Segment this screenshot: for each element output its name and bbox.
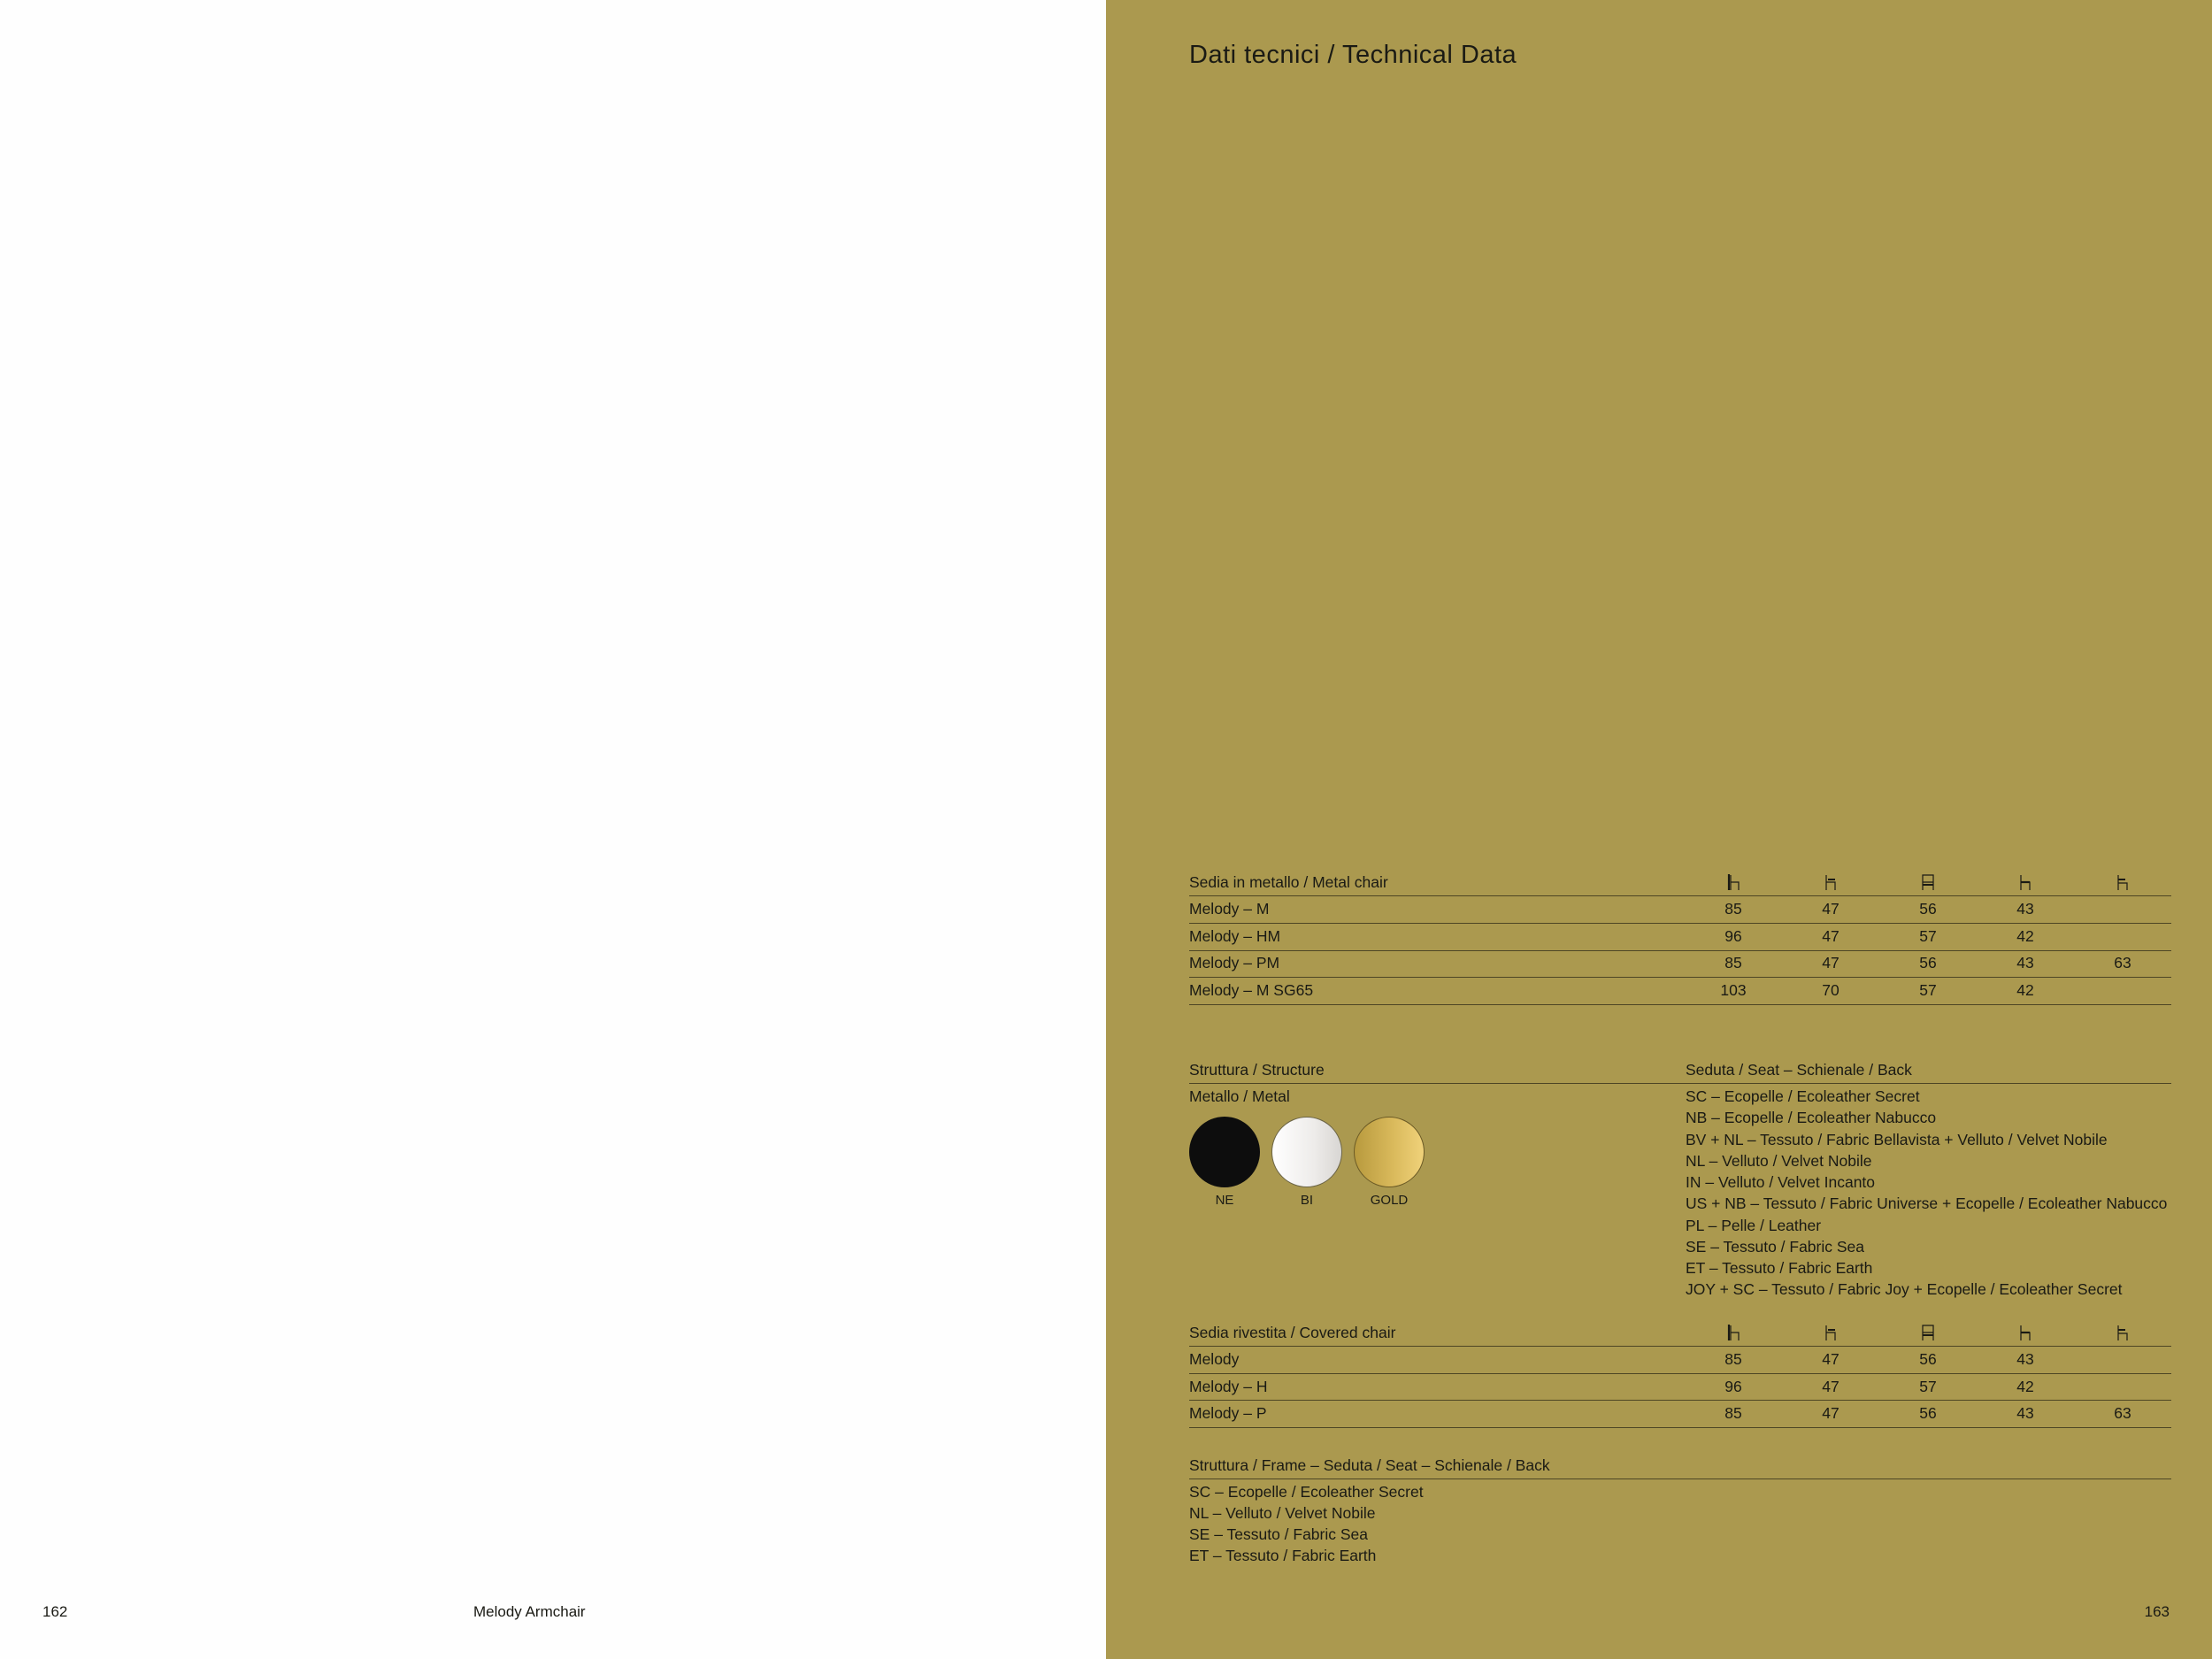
cell-value: 57 (1919, 1378, 1937, 1395)
height-icon (1724, 1323, 1743, 1342)
cell-value: 47 (1822, 927, 1839, 945)
row-name: Melody – H (1189, 1378, 1268, 1395)
covered-chair-header: Sedia rivestita / Covered chair (1189, 1324, 1396, 1341)
list-item: US + NB – Tessuto / Fabric Universe + Ecopelle / Ecoleather Nabucco (1686, 1194, 2168, 1212)
cell-value: 47 (1822, 900, 1839, 918)
list-item: BV + NL – Tessuto / Fabric Bellavista + Velluto / Velvet Nobile (1686, 1131, 2108, 1148)
finish-label: GOLD (1370, 1193, 1409, 1208)
cell-value: 47 (1822, 1404, 1839, 1422)
cell-value: 47 (1822, 1350, 1839, 1368)
cell-value: 96 (1724, 927, 1742, 945)
list-item: NL – Velluto / Velvet Nobile (1686, 1152, 1872, 1170)
cell-value: 42 (2016, 981, 2034, 999)
cell-value: 85 (1724, 954, 1742, 972)
cell-value: 96 (1724, 1378, 1742, 1395)
metal-chair-header: Sedia in metallo / Metal chair (1189, 873, 1388, 891)
cell-value: 47 (1822, 954, 1839, 972)
cell-value: 103 (1720, 981, 1747, 999)
frame-seat-back-header: Struttura / Frame – Seduta / Seat – Schienale / Back (1189, 1456, 1550, 1474)
cell-value: 43 (2016, 1404, 2034, 1422)
cell-value: 57 (1919, 981, 1937, 999)
cell-value: 56 (1919, 1404, 1937, 1422)
page-title: Dati tecnici / Technical Data (1189, 41, 1517, 69)
cell-value: 42 (2016, 1378, 2034, 1395)
divider (1189, 1373, 2171, 1374)
divider (1189, 1004, 2171, 1005)
structure-material: Metallo / Metal (1189, 1087, 1290, 1105)
list-item: JOY + SC – Tessuto / Fabric Joy + Ecopelle / Ecoleather Secret (1686, 1280, 2123, 1298)
page-number-left: 162 (42, 1603, 68, 1620)
cell-value: 85 (1724, 900, 1742, 918)
list-item: IN – Velluto / Velvet Incanto (1686, 1173, 1876, 1191)
divider (1189, 1346, 2171, 1347)
cell-value: 56 (1919, 954, 1937, 972)
page-number-right: 163 (2144, 1603, 2170, 1620)
product-name: Melody Armchair (473, 1603, 586, 1620)
cell-value: 85 (1724, 1350, 1742, 1368)
finish-swatch-gold[interactable] (1354, 1117, 1425, 1187)
divider (1189, 977, 2171, 978)
list-item: NB – Ecopelle / Ecoleather Nabucco (1686, 1109, 1937, 1126)
cell-value: 85 (1724, 1404, 1742, 1422)
divider (1189, 895, 2171, 896)
armrest-height-icon (2113, 1323, 2132, 1342)
right-page (1106, 0, 2212, 1659)
structure-header: Struttura / Structure (1189, 1061, 1325, 1079)
finish-label: BI (1300, 1193, 1314, 1208)
cell-value: 47 (1822, 1378, 1839, 1395)
row-name: Melody – M SG65 (1189, 981, 1314, 999)
row-name: Melody – P (1189, 1404, 1267, 1422)
divider (1189, 1400, 2171, 1401)
cell-value: 70 (1822, 981, 1839, 999)
width-icon (1821, 1323, 1840, 1342)
cell-value: 43 (2016, 954, 2034, 972)
divider (1189, 1083, 2171, 1084)
divider (1189, 950, 2171, 951)
finish-swatch-ne[interactable] (1189, 1117, 1260, 1187)
finish-label: NE (1215, 1193, 1234, 1208)
depth-icon (1918, 872, 1938, 892)
row-name: Melody – PM (1189, 954, 1280, 972)
list-item: SC – Ecopelle / Ecoleather Secret (1686, 1087, 1920, 1105)
list-item: NL – Velluto / Velvet Nobile (1189, 1504, 1376, 1522)
armrest-height-icon (2113, 872, 2132, 892)
row-name: Melody – HM (1189, 927, 1281, 945)
list-item: ET – Tessuto / Fabric Earth (1189, 1547, 1377, 1564)
list-item: PL – Pelle / Leather (1686, 1217, 1822, 1234)
seat-height-icon (2016, 872, 2035, 892)
list-item: ET – Tessuto / Fabric Earth (1686, 1259, 1873, 1277)
divider (1189, 1427, 2171, 1428)
list-item: SE – Tessuto / Fabric Sea (1686, 1238, 1865, 1256)
cell-value: 42 (2016, 927, 2034, 945)
cell-value: 56 (1919, 1350, 1937, 1368)
seat-back-header: Seduta / Seat – Schienale / Back (1686, 1061, 1912, 1079)
finish-swatch-bi[interactable] (1271, 1117, 1342, 1187)
row-name: Melody – M (1189, 900, 1270, 918)
cell-value: 43 (2016, 900, 2034, 918)
divider (1189, 923, 2171, 924)
cell-value: 57 (1919, 927, 1937, 945)
cell-value: 63 (2114, 1404, 2131, 1422)
list-item: SC – Ecopelle / Ecoleather Secret (1189, 1483, 1424, 1501)
row-name: Melody (1189, 1350, 1240, 1368)
width-icon (1821, 872, 1840, 892)
depth-icon (1918, 1323, 1938, 1342)
cell-value: 56 (1919, 900, 1937, 918)
height-icon (1724, 872, 1743, 892)
cell-value: 43 (2016, 1350, 2034, 1368)
list-item: SE – Tessuto / Fabric Sea (1189, 1525, 1369, 1543)
cell-value: 63 (2114, 954, 2131, 972)
seat-height-icon (2016, 1323, 2035, 1342)
